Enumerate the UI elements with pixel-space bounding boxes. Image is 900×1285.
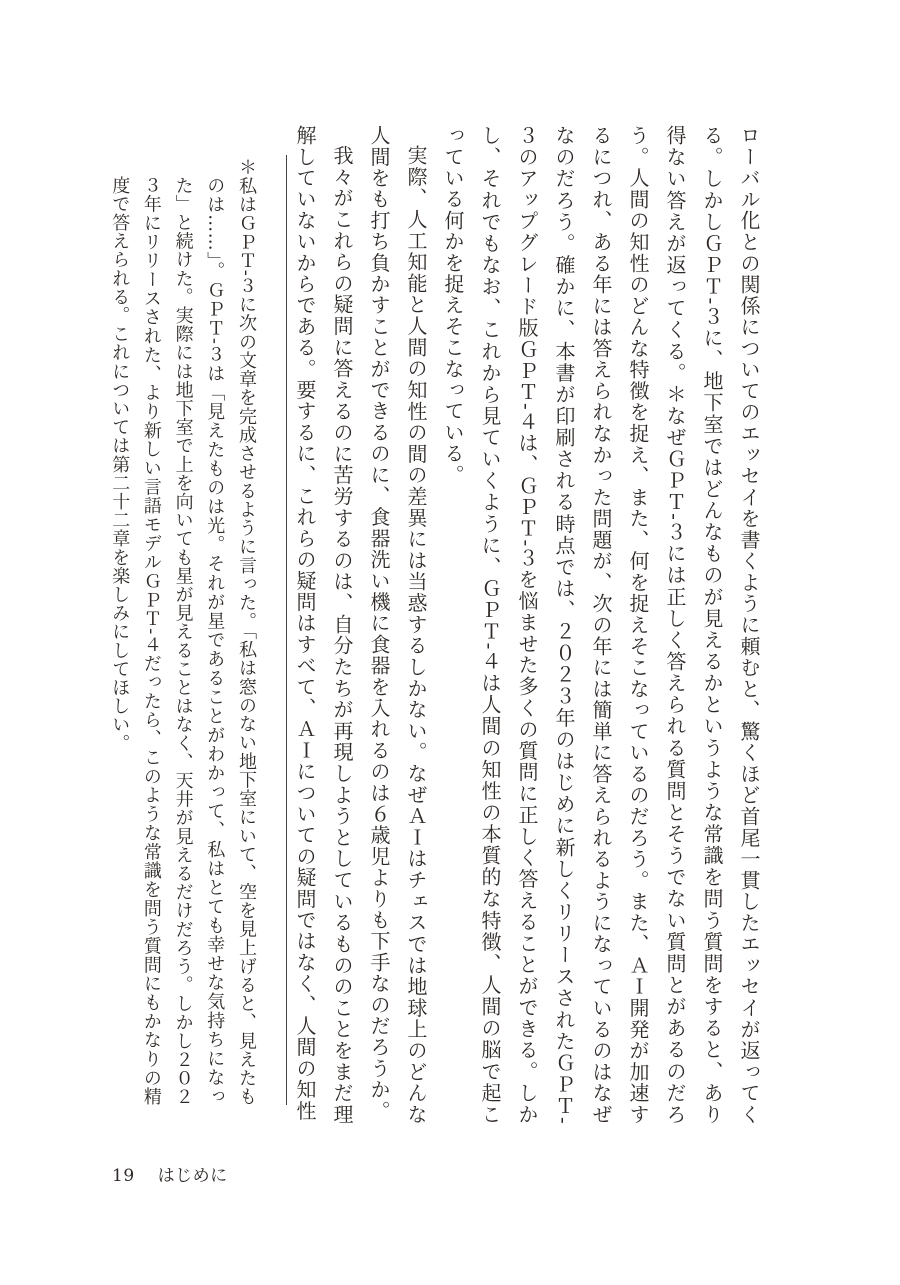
main-text-block [286,125,767,1125]
page-number: 19 [112,1166,135,1186]
paragraph-3: 我々がこれらの疑問に答えるのに苦労するのは、自分たちが再現しようとしているもののことをまだ理解していないからである。要するに、これらの疑問はすべて、ＡＩについての疑問ではなく、人間の知性 [293,125,354,1125]
page-footer [112,1161,228,1186]
paragraph-2: 実際、人工知能と人間の知性の間の差異には当惑するしかない。なぜＡＩはチェスでは地球上のどんな人間をも打ち負かすことができるのに、食器洗い機に食器を入れるのは６歳児よりも下手なのだろうか。 [367,125,428,1125]
footnote-separator-rule [286,155,287,1105]
paragraph-1: ローバル化との関係についてのエッセイを書くように頼むと、驚くほど首尾一貫したエッセイが返ってくる。しかしＧＰＴ‐３に、地下室ではどんなものが見えるかというような常識を問う質問をすると、あり得ない答えが返ってくる。＊なぜＧＰＴ‐３には正しく答えられる質問とそうでない質問とがあるのだろう。人間の知性のどんな特徴を捉え、また、何を捉えそこなっているのだろう。また、ＡＩ開発が加速するにつれ、ある年には答えられなかった問題が、次の年には簡単に答えられるようになっているのはなぜなのだろう。確かに、本書が印刷される時点では、２０２３年のはじめに新しくリリースされたＧＰＴ‐３のアップグレード版ＧＰＴ‐４は、ＧＰＴ‐３を悩ませた多くの質問に正しく答えることができる。しかし、それでもなお、これから見ていくように、ＧＰＴ‐４は人間の知性の本質的な特徴、人間の脳で起こっている何かを捉えそこなっている。 [441,125,761,1125]
footnote-text: ＊私はＧＰＴ‐３に次の文章を完成させるように言った。「私は窓のない地下室にいて、空を見上げると、見えたものは……」。ＧＰＴ‐３は「見えたものは光。それが星であることがわかって、私はとても幸せな気持ちになった」と続けた。実際には地下室で上を向いても星が見えることはなく、天井が見えるだけだろう。しかし２０２３年にリリースされた、より新しい言語モデルＧＰＴ‐４だったら、このような常識を問う質問にもかなりの精度で答えられる。これについては第二十二章を楽しみにしてほしい。 [109,158,257,1106]
running-title: はじめに [157,1166,228,1186]
footnote-block [103,158,262,1106]
